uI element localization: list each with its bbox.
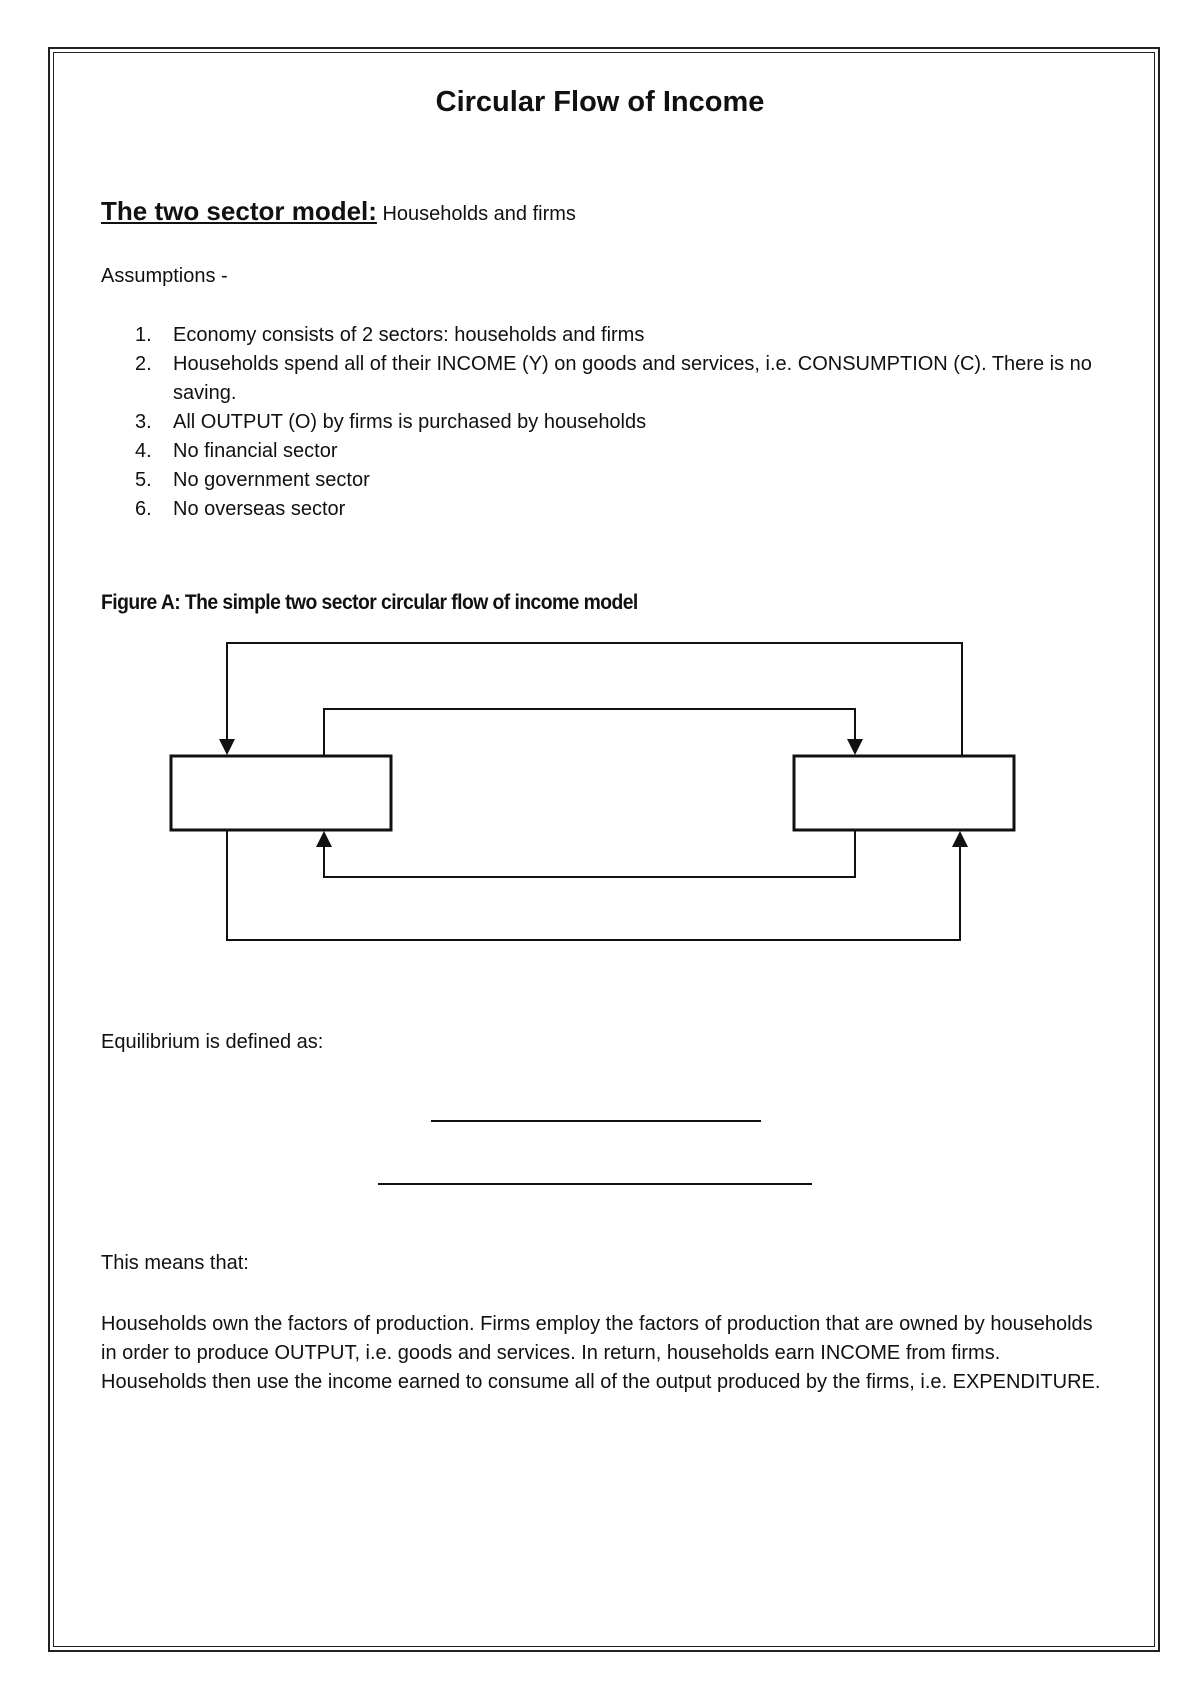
section-header (101, 196, 576, 227)
explanation-paragraph: Households own the factors of production. Firms employ the factors of production that are owned by households in order to produce OUTPUT, i.e. goods and services. In return, households earn INCOME from firms. Households then use the income earned to consume all of the output produced by the firms, i.e. EXPENDITURE. (101, 1313, 1101, 1393)
section-subtitle: Households and firms (382, 203, 576, 225)
list-item-number: 4. (135, 440, 152, 462)
list-item-text: Households spend all of their INCOME (Y) on goods and services, i.e. CONSUMPTION (C). There is no saving. (173, 353, 1092, 404)
equilibrium-label: Equilibrium is defined as: (101, 1031, 324, 1053)
equilibrium-blank-line (378, 1183, 812, 1185)
list-item-text: No overseas sector (173, 498, 346, 520)
means-label: This means that: (101, 1252, 249, 1274)
list-item-number: 5. (135, 469, 152, 491)
list-item (101, 321, 1101, 350)
page-title: Circular Flow of Income (435, 86, 765, 118)
list-item (101, 495, 1101, 524)
list-item (101, 437, 1101, 466)
list-item-number: 6. (135, 498, 152, 520)
assumptions-label: Assumptions - (101, 265, 228, 287)
list-item-number: 2. (135, 353, 152, 375)
list-item-text: Economy consists of 2 sectors: households and firms (173, 324, 645, 346)
list-item (101, 466, 1101, 495)
list-item-number: 3. (135, 411, 152, 433)
figure-caption: Figure A: The simple two sector circular flow of income model (101, 591, 638, 614)
section-heading: The two sector model: (101, 196, 377, 226)
list-item-text: No financial sector (173, 440, 338, 462)
list-item-number: 1. (135, 324, 152, 346)
page-border-inner (53, 52, 1155, 1647)
assumptions-list (101, 321, 1101, 524)
list-item-text: No government sector (173, 469, 370, 491)
list-item-text: All OUTPUT (O) by firms is purchased by households (173, 411, 647, 433)
list-item (101, 350, 1101, 408)
equilibrium-blank-line (431, 1120, 761, 1122)
list-item (101, 408, 1101, 437)
